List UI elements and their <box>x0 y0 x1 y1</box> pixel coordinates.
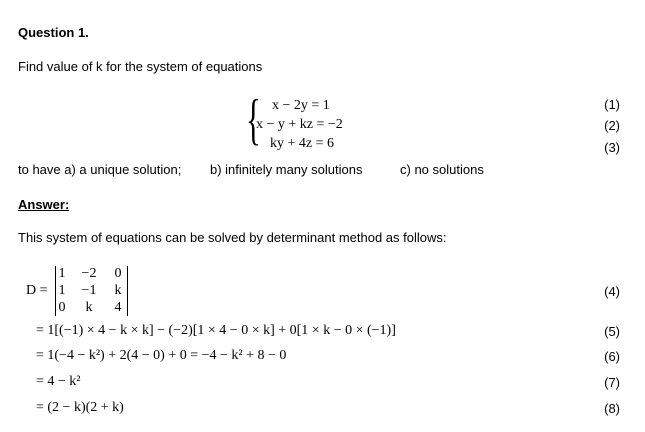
step-5: = 1[(−1) × 4 − k × k] − (−2)[1 × 4 − 0 × k] + 0[1 × k − 0 × (−1)] <box>36 323 396 338</box>
step-8: = (2 − k)(2 + k) <box>36 400 124 415</box>
determinant-cell-r3c3: 4 <box>114 300 122 315</box>
determinant-cell-r1c1: 1 <box>58 266 66 281</box>
determinant-cell-r2c1: 1 <box>58 283 66 298</box>
determinant-cell-r3c1: 0 <box>58 300 66 315</box>
determinant-cell-r1c2: −2 <box>81 266 97 281</box>
condition-a: to have a) a unique solution; <box>18 162 182 177</box>
step-7: = 4 − k² <box>36 374 81 389</box>
question-prompt: Find value of k for the system of equations <box>18 59 263 74</box>
equation-number-5: (5) <box>604 324 620 339</box>
equation-number-1: (1) <box>604 97 620 112</box>
determinant-cell-r2c2: −1 <box>81 283 97 298</box>
system-eq1: x − 2y = 1 <box>272 98 330 113</box>
equation-number-8: (8) <box>604 401 620 416</box>
determinant-label: D = <box>26 283 48 298</box>
step-6: = 1(−4 − k²) + 2(4 − 0) + 0 = −4 − k² + 8 − 0 <box>36 348 287 363</box>
equation-number-4: (4) <box>604 284 620 299</box>
system-eq2: x − y + kz = −2 <box>256 117 343 132</box>
equation-number-7: (7) <box>604 375 620 390</box>
condition-c: c) no solutions <box>400 162 484 177</box>
answer-intro: This system of equations can be solved by determinant method as follows: <box>18 230 447 245</box>
determinant-cell-r1c3: 0 <box>114 266 122 281</box>
determinant-cell-r2c3: k <box>114 283 122 298</box>
equation-number-2: (2) <box>604 118 620 133</box>
system-eq3: ky + 4z = 6 <box>270 136 335 151</box>
equation-number-6: (6) <box>604 349 620 364</box>
determinant-cell-r3c2: k <box>85 300 93 315</box>
system-brace: { <box>246 89 261 151</box>
condition-b: b) infinitely many solutions <box>210 162 363 177</box>
answer-heading: Answer: <box>18 197 70 212</box>
question-title: Question 1. <box>18 25 89 40</box>
equation-number-3: (3) <box>604 140 620 155</box>
